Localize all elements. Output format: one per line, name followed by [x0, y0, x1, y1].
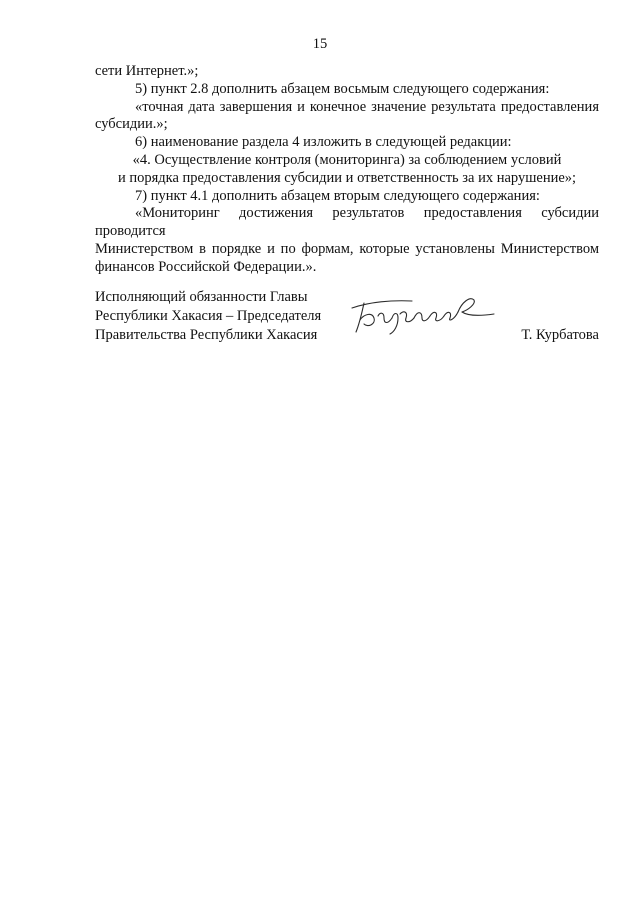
text-line-9: «Мониторинг достижения результатов предоставления субсидии проводится: [95, 205, 599, 240]
signer-title-line-1: Исполняющий обязанности Главы: [95, 289, 308, 305]
section-title-line-2: и порядка предоставления субсидии и ответственность за их нарушение»;: [117, 169, 577, 186]
text-line-11: финансов Российской Федерации.».: [95, 258, 317, 275]
page-number: 15: [312, 36, 328, 52]
text-line-10: Министерством в порядке и по формам, которые установлены Министерством: [95, 240, 599, 257]
signature-block: [95, 288, 599, 348]
signer-name: Т. Курбатова: [521, 327, 599, 343]
handwritten-signature: [350, 290, 500, 336]
text-line-3: «точная дата завершения и конечное значение результата предоставления: [135, 98, 599, 115]
section-title-line-1: «4. Осуществление контроля (мониторинга) за соблюдением условий: [132, 151, 562, 168]
text-line-5: 6) наименование раздела 4 изложить в следующей редакции:: [135, 134, 512, 151]
text-line-8: 7) пункт 4.1 дополнить абзацем вторым следующего содержания:: [135, 187, 540, 204]
text-line-4: субсидии.»;: [95, 116, 168, 133]
signer-title-line-2: Республики Хакасия – Председателя: [95, 308, 322, 324]
text-line-2: 5) пункт 2.8 дополнить абзацем восьмым следующего содержания:: [135, 80, 550, 97]
signer-title-line-3: Правительства Республики Хакасия: [95, 327, 318, 343]
signer-title: [95, 288, 355, 345]
text-line-1: сети Интернет.»;: [95, 63, 199, 79]
document-body: [95, 63, 599, 277]
